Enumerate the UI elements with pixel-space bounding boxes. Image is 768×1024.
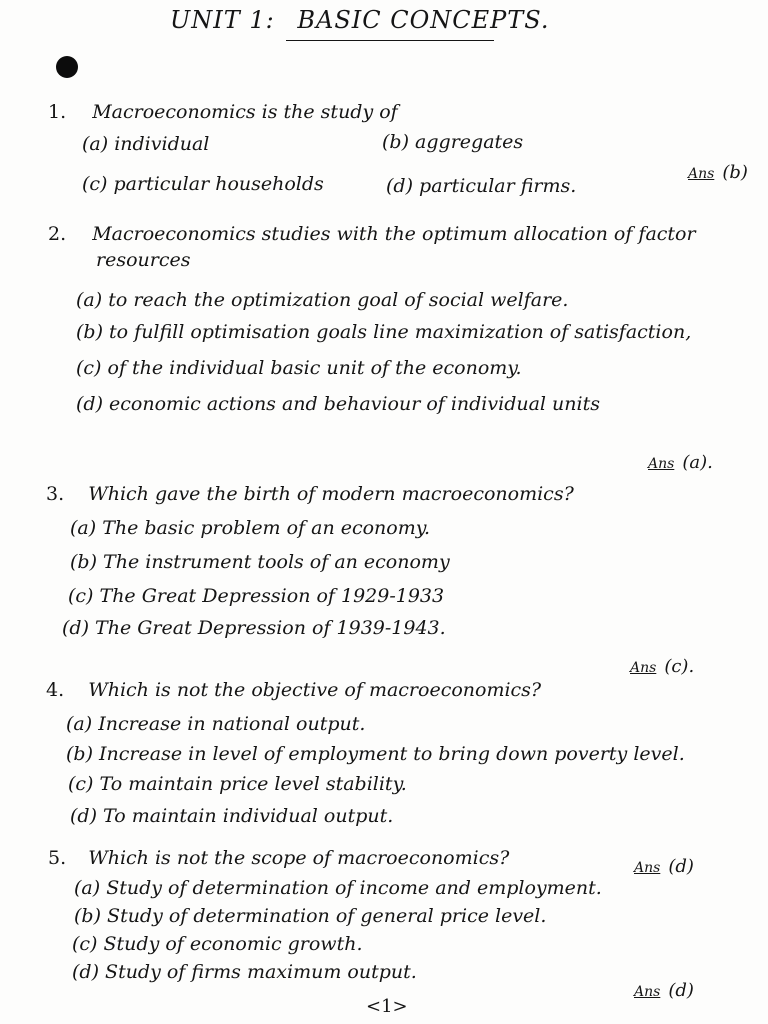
option-2d — [76, 392, 600, 416]
answer-label: Ans — [630, 660, 657, 676]
option-label: (d) — [72, 961, 99, 983]
option-text: economic actions and behaviour of individual units — [109, 393, 600, 415]
option-4d — [70, 804, 393, 828]
question-2 — [48, 222, 696, 246]
option-1c — [82, 172, 324, 196]
option-label: (c) — [68, 773, 94, 795]
option-4c — [68, 772, 407, 796]
option-text: to fulfill optimisation goals line maximization of satisfaction, — [109, 321, 692, 343]
option-text: Study of firms maximum output. — [105, 961, 417, 983]
question-number: 5. — [48, 847, 67, 869]
option-label: (b) — [70, 551, 97, 573]
option-4a — [66, 712, 365, 736]
option-3c — [68, 584, 444, 608]
title-main: BASIC CONCEPTS. — [297, 6, 550, 34]
question-text: Which gave the birth of modern macroeconomics? — [88, 483, 574, 505]
answer-label: Ans — [634, 984, 661, 1000]
option-3d — [62, 616, 446, 640]
option-text: Increase in national output. — [98, 713, 366, 735]
question-text: Which is not the objective of macroeconomics? — [88, 679, 542, 701]
question-text: Macroeconomics studies with the optimum allocation of factor — [92, 223, 696, 245]
question-3 — [46, 482, 574, 506]
answer-value: (d) — [668, 980, 694, 1001]
option-text: aggregates — [415, 131, 524, 153]
option-1d — [386, 174, 576, 198]
option-label: (a) — [76, 289, 103, 311]
question-text: Macroeconomics is the study of — [92, 101, 398, 123]
option-text: Study of economic growth. — [103, 933, 363, 955]
option-1b — [382, 130, 523, 154]
option-5a — [74, 876, 602, 900]
option-text: particular households — [113, 173, 324, 195]
option-2c — [76, 356, 522, 380]
option-3a — [70, 516, 430, 540]
option-text: individual — [114, 133, 210, 155]
option-2a — [76, 288, 568, 312]
option-label: (c) — [82, 173, 108, 195]
title-unit: UNIT 1: — [170, 6, 275, 34]
question-number: 1. — [48, 101, 67, 123]
answer-label: Ans — [688, 166, 715, 182]
option-text: To maintain price level stability. — [99, 773, 407, 795]
option-5b — [74, 904, 546, 928]
ink-dot — [56, 56, 78, 78]
answer-2 — [648, 452, 713, 473]
option-label: (a) — [70, 517, 97, 539]
option-text: The basic problem of an economy. — [102, 517, 430, 539]
option-label: (a) — [74, 877, 101, 899]
option-label: (d) — [76, 393, 103, 415]
answer-value: (b) — [722, 162, 748, 183]
option-label: (c) — [68, 585, 94, 607]
option-text: particular firms. — [419, 175, 577, 197]
option-text: to reach the optimization goal of social welfare. — [108, 289, 569, 311]
option-3b — [70, 550, 450, 574]
option-text: To maintain individual output. — [103, 805, 394, 827]
option-label: (a) — [82, 133, 109, 155]
question-text: Which is not the scope of macroeconomics? — [88, 847, 510, 869]
question-1 — [48, 100, 398, 124]
answer-value: (d) — [668, 856, 694, 877]
option-label: (d) — [62, 617, 89, 639]
option-label: (b) — [66, 743, 93, 765]
option-4b — [66, 742, 685, 766]
question-2-cont: resources — [96, 249, 191, 271]
title-underline — [286, 40, 494, 41]
answer-3 — [630, 656, 694, 677]
option-text: Increase in level of employment to bring down poverty level. — [99, 743, 685, 765]
option-text: Study of determination of general price level. — [107, 905, 547, 927]
answer-value: (a). — [682, 452, 713, 473]
option-label: (c) — [76, 357, 102, 379]
option-text: of the individual basic unit of the economy. — [107, 357, 522, 379]
option-text: The Great Depression of 1939-1943. — [95, 617, 446, 639]
question-number: 3. — [46, 483, 65, 505]
option-label: (d) — [70, 805, 97, 827]
option-label: (b) — [76, 321, 103, 343]
option-label: (b) — [382, 131, 409, 153]
question-number: 4. — [46, 679, 65, 701]
question-4 — [46, 678, 541, 702]
answer-label: Ans — [634, 860, 661, 876]
answer-5 — [634, 980, 694, 1001]
option-label: (d) — [386, 175, 413, 197]
option-5c — [72, 932, 362, 956]
question-5 — [48, 846, 509, 870]
answer-label: Ans — [648, 456, 675, 472]
option-text: Study of determination of income and employment. — [106, 877, 602, 899]
option-label: (c) — [72, 933, 98, 955]
option-text: The instrument tools of an economy — [103, 551, 450, 573]
option-label: (b) — [74, 905, 101, 927]
page-number: <1> — [366, 996, 408, 1017]
option-2b — [76, 320, 691, 344]
option-label: (a) — [66, 713, 93, 735]
question-number: 2. — [48, 223, 67, 245]
option-text: The Great Depression of 1929-1933 — [99, 585, 445, 607]
option-1a — [82, 132, 209, 156]
option-5d — [72, 960, 417, 984]
answer-4 — [634, 856, 694, 877]
answer-1 — [688, 162, 748, 183]
page-title — [170, 6, 550, 34]
answer-value: (c). — [664, 656, 695, 677]
